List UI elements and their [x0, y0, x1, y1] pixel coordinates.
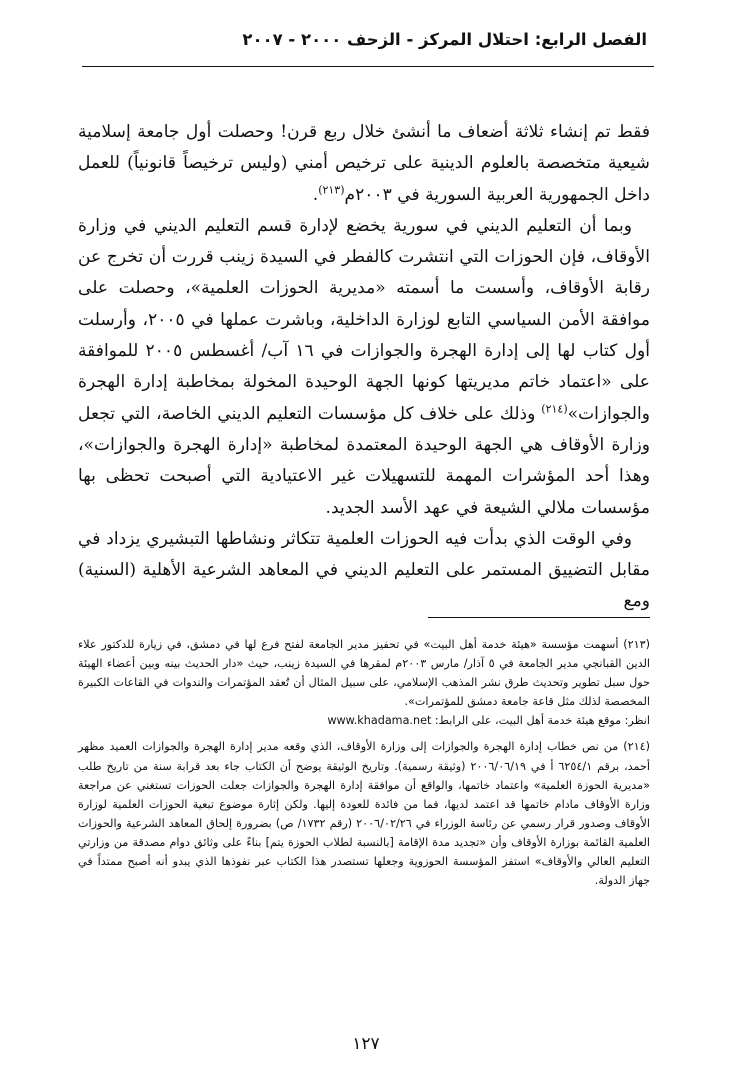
running-head: الفصل الرابع: احتلال المركز - الزحف ٢٠٠٠ - ٢٠٠٧ — [242, 30, 647, 49]
main-text — [78, 117, 650, 618]
footnote-214 — [78, 737, 650, 890]
paragraph-2-end: وذلك على خلاف كل مؤسسات التعليم الديني الخاصة، التي تجعل وزارة الأوقاف هي الجهة الوحيدة المعتمدة لمخاطبة «إدارة الهجرة والجوازات»، وهذا أحد المؤشرات المهمة للتسهيلات غير الاعتيادية التي أصبحت تحظى بها مؤسسات ملالي الشيعة في عهد الأسد الجديد. — [78, 403, 650, 518]
paragraph-2 — [78, 211, 650, 524]
footnote-213 — [78, 635, 650, 730]
footnote-source-link[interactable]: www.khadama.net — [327, 714, 432, 728]
header-rule — [82, 66, 654, 67]
footnote-text: أسهمت مؤسسة «هيئة خدمة أهل البيت» في تحفيز مدير الجامعة لفتح فرع لها في دمشق، في زيارة للدكتور علاء الدين القبانجي مدير الجامعة في ٥ آذار/ مارس ٢٠٠٣م لمقرها في السيدة زينب، حيث «دار الحديث بينه وبين أعضاء الهيئة حول سبل تطوير وتحديث طرق نشر المذهب الإسلامي، على سبيل المثال أن تُعقد المؤتمرات والندوات في القاعات الكبيرة المخصصة لذلك مثل قاعة جامعة دمشق للمؤتمرات». — [78, 638, 651, 709]
footnote-text: من نص خطاب إدارة الهجرة والجوازات إلى وزارة الأوقاف، الذي وقعه مدير إدارة الهجرة والجوازات العميد مظهر أحمد، برقم ٦٢٥٤/١ أ في ٢٠٠٦/٠٦/١٩ (وثيقة رسمية). وتاريخ الوثيقة يوضح أن الكتاب جاء بعد قرابة سنة من تاريخ طلب «مديرية الحوزة العلمية» واعتماد خاتمها، والواقع أن موافقة إدارة الهجرة والجوازات جعلت الحوزات تستغني عن مراجعة وزارة الأوقاف مادام خاتمها قد اعتمد لديها، فما من فائدة للعودة إليها. ولكن إثارة موضوع تبعية الحوزات العلمية لوزارة الأوقاف وصدور قرار رسمي عن رئاسة الوزراء في ٢٠٠٦/٠٢/٢٦ (رقم ١٧٣٢/ ص) بضرورة إلحاق المعاهد الشرعية والحوزات العلمية القائمة بوزارة الأوقاف وأن «تجديد مدة الإقامة [بالنسبة لطلاب الحوزة يتم] بناءً على وثائق دوام مصدقة من وزارتي التعليم العالي والأوقاف» استفز المؤسسة الحوزوية وجعلها تستصدر هذا الكتاب عبر نفوذها الذي يبدو أنه أصبح ممتداً في جهاز الدولة. — [78, 740, 650, 888]
paragraph-3: وفي الوقت الذي بدأت فيه الحوزات العلمية تتكاثر ونشاطها التبشيري يزداد في مقابل التضييق المستمر على التعليم الديني في المعاهد الشرعية الأهلية (السنية) ومع — [78, 528, 650, 612]
paragraph-1-end: . — [312, 184, 319, 205]
footnote-ref-213[interactable]: (٢١٣) — [318, 182, 345, 196]
footnotes — [78, 635, 650, 890]
footnote-ref-214[interactable]: (٢١٤) — [541, 401, 568, 415]
footnote-number: (٢١٤) — [623, 740, 651, 754]
footnote-source-label: انظر: موقع هيئة خدمة أهل البيت، على الرابط: — [434, 714, 650, 728]
paragraph-1-text: فقط تم إنشاء ثلاثة أضعاف ما أنشئ خلال ربع قرن! وحصلت أول جامعة إسلامية شيعية متخصصة بالعلوم الدينية على ترخيص أمني (وليس ترخيصاً قانونياً) للعمل داخل الجمهورية العربية السورية في ٢٠٠٣م — [78, 122, 650, 205]
footnote-separator — [428, 617, 650, 618]
paragraph-1 — [78, 117, 650, 211]
footnote-number: (٢١٣) — [623, 638, 650, 651]
paragraph-2-text: وبما أن التعليم الديني في سورية يخضع لإدارة قسم التعليم الديني في وزارة الأوقاف، فإن الحوزات التي انتشرت كالفطر في السيدة زينب قررت أن تخرج عن رقابة الأوقاف، وأسست ما أسمته «مديرية الحوزات العلمية»، وحصلت على موافقة الأمن السياسي التابع لوزارة الداخلية، وباشرت عملها في ٢٠٠٥، وأرسلت أول كتاب لها إلى إدارة الهجرة والجوازات في ١٦ آب/ أغسطس ٢٠٠٥ للموافقة على «اعتماد خاتم مديريتها كونها الجهة الوحيدة المخولة بمخاطبة إدارة الهجرة والجوازات» — [78, 215, 650, 424]
page-number: ١٢٧ — [352, 1034, 380, 1054]
